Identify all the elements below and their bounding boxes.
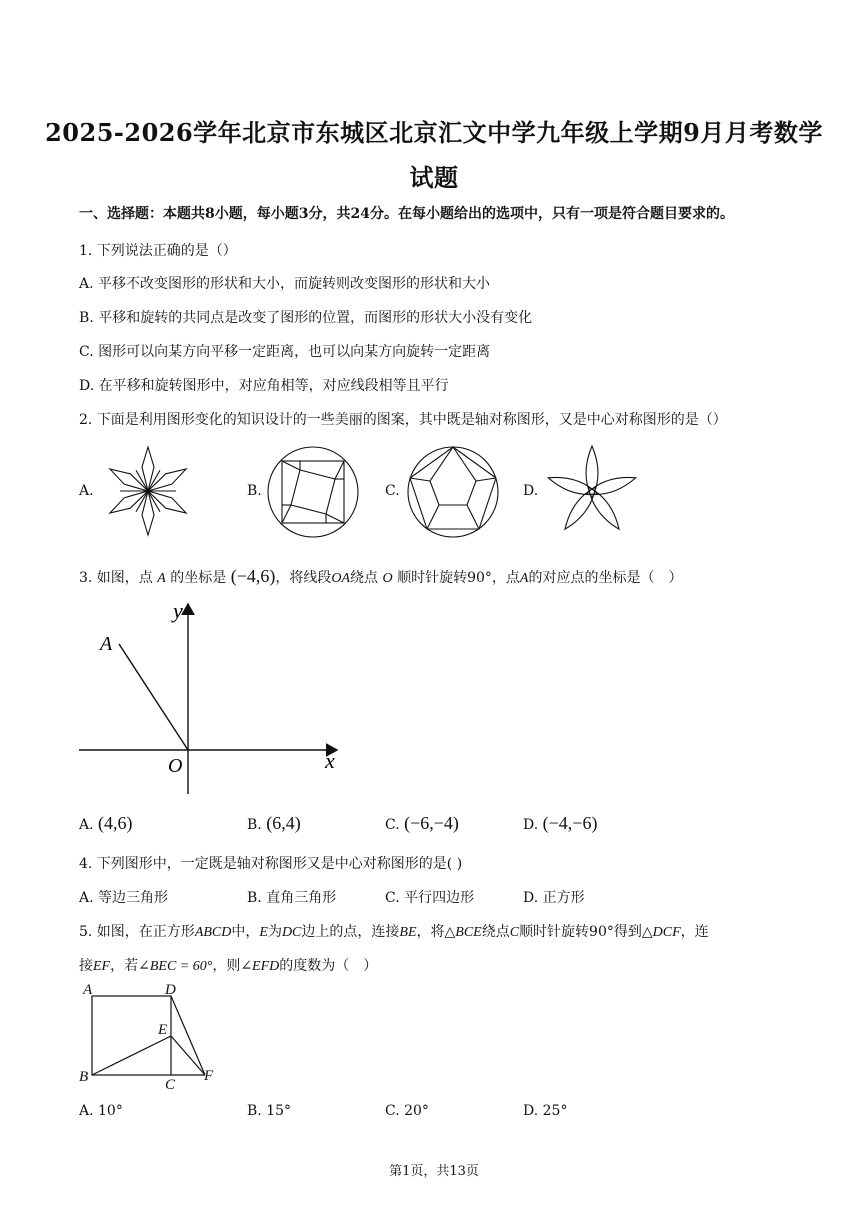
question-5-option-a: A. 10° bbox=[79, 1103, 123, 1119]
question-4-option-a: A. 等边三角形 bbox=[79, 890, 169, 906]
vertex-c-label: C bbox=[165, 1077, 176, 1093]
question-2-option-b-label: B. bbox=[247, 483, 262, 499]
point-f-label: F bbox=[204, 1068, 214, 1084]
question-3-stem: 3. 如图，点 A 的坐标是 (−4,6)，将线段OA绕点 O 顺时针旋转90°，点A的对应点的坐标是（ ） bbox=[79, 566, 683, 586]
circle-pentagon-figure bbox=[407, 446, 499, 538]
question-1-option-b: B. 平移和旋转的共同点是改变了图形的位置，而图形的形状大小没有变化 bbox=[79, 310, 533, 326]
question-3-option-c: C. (−6,−4) bbox=[385, 813, 459, 833]
vertex-d-label: D bbox=[165, 982, 176, 998]
question-2-option-c-label: C. bbox=[385, 483, 400, 499]
section-heading: 一、选择题：本题共8小题，每小题3分，共24分。在每小题给出的选项中，只有一项是符合题目要求的。 bbox=[79, 206, 734, 222]
question-2-option-d-label: D. bbox=[523, 483, 539, 499]
segment-be bbox=[92, 1036, 171, 1075]
vertex-a-label: A bbox=[83, 982, 93, 998]
question-5-stem-line1: 5. 如图，在正方形ABCD中，E为DC边上的点，连接BE，将△BCE绕点C顺时针旋转90°得到△DCF，连 bbox=[79, 924, 709, 940]
page-title-line2: 试题 bbox=[409, 163, 459, 192]
vertex-b-label: B bbox=[79, 1069, 89, 1085]
question-2-stem: 2. 下面是利用图形变化的知识设计的一些美丽的图案，其中既是轴对称图形，又是中心对称图形的是（） bbox=[79, 412, 727, 428]
page-footer: 第1页，共13页 bbox=[389, 1164, 479, 1179]
question-3-option-b: B. (6,4) bbox=[247, 813, 301, 833]
point-a-label: A bbox=[100, 633, 113, 655]
question-1-option-a: A. 平移不改变图形的形状和大小，而旋转则改变图形的形状和大小 bbox=[79, 276, 491, 292]
page-title: 2025-2026学年北京市东城区北京汇文中学九年级上学期9月月考数学 bbox=[45, 118, 823, 147]
question-3-option-a: A. (4,6) bbox=[79, 813, 133, 833]
square-rotation-figure bbox=[79, 980, 229, 1093]
coordinate-plane-figure bbox=[79, 598, 349, 798]
circle-square-pinwheel-figure bbox=[267, 446, 359, 538]
question-4-option-d: D. 正方形 bbox=[523, 890, 585, 906]
question-2-option-a-label: A. bbox=[79, 483, 94, 499]
question-5-stem-line2: 接EF，若∠BEC = 60°，则∠EFD的度数为（ ） bbox=[79, 958, 378, 974]
question-1-stem: 1. 下列说法正确的是（） bbox=[79, 243, 237, 259]
question-5-option-c: C. 20° bbox=[385, 1103, 429, 1119]
question-5-option-b: B. 15° bbox=[247, 1103, 292, 1119]
question-5-option-d: D. 25° bbox=[523, 1103, 568, 1119]
five-petal-flower-figure bbox=[549, 444, 635, 540]
point-e-label: E bbox=[158, 1022, 168, 1038]
flower-star-figure bbox=[105, 445, 191, 537]
segment-oa bbox=[119, 644, 188, 750]
question-3-option-d: D. (−4,−6) bbox=[523, 813, 598, 833]
origin-label: O bbox=[168, 755, 183, 777]
segment-df bbox=[171, 996, 205, 1075]
question-1-option-c: C. 图形可以向某方向平移一定距离，也可以向某方向旋转一定距离 bbox=[79, 344, 491, 360]
question-4-option-c: C. 平行四边形 bbox=[385, 890, 475, 906]
question-4-option-b: B. 直角三角形 bbox=[247, 890, 337, 906]
question-4-stem: 4. 下列图形中，一定既是轴对称图形又是中心对称图形的是( ) bbox=[79, 856, 463, 872]
y-axis-label: y bbox=[173, 598, 183, 623]
x-axis-label: x bbox=[325, 748, 335, 773]
segment-ef bbox=[171, 1036, 205, 1075]
question-1-option-d: D. 在平移和旋转图形中，对应角相等，对应线段相等且平行 bbox=[79, 378, 449, 394]
